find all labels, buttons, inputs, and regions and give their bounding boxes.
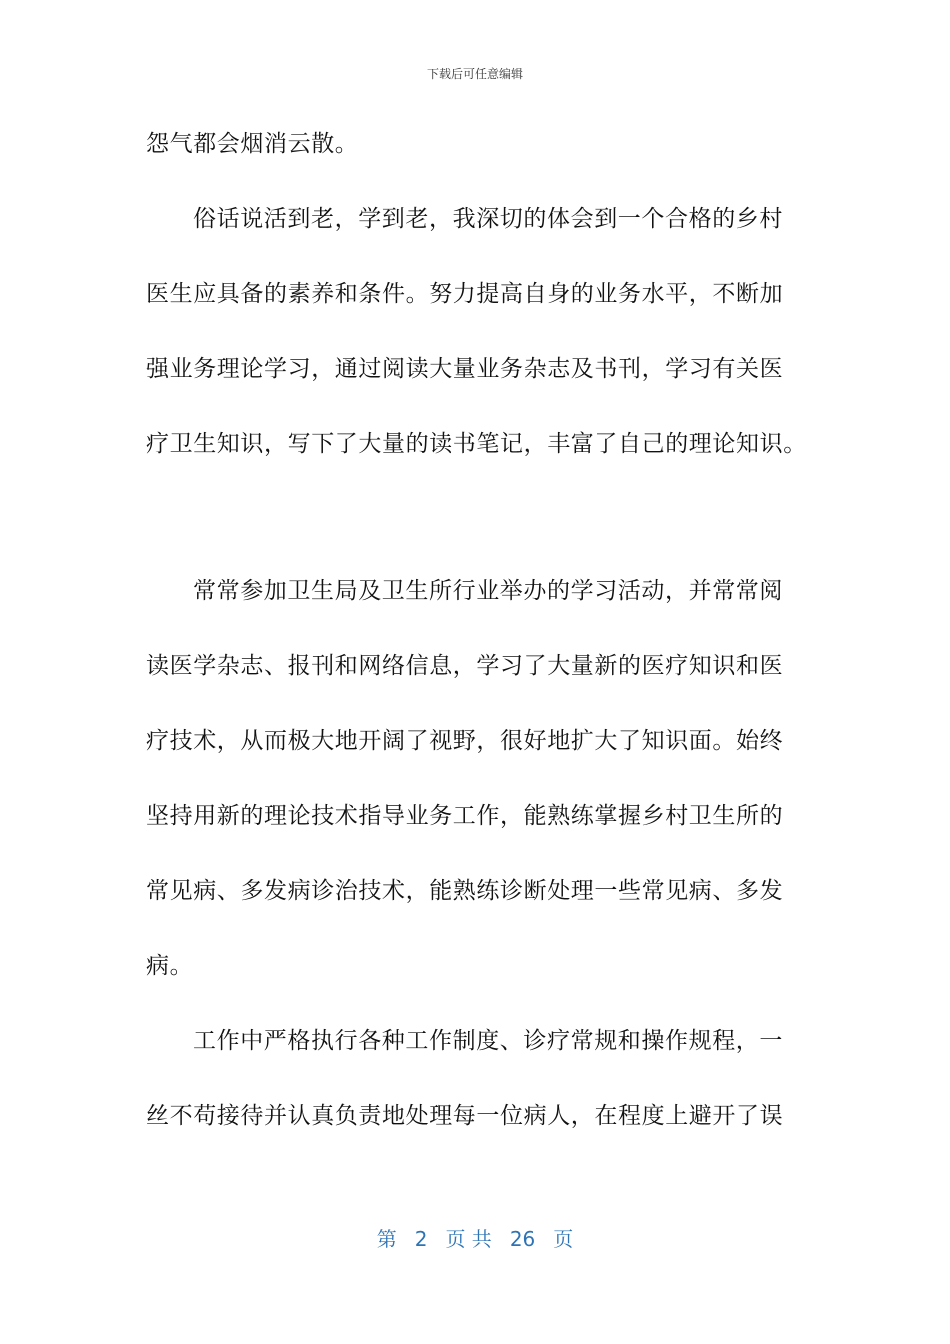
document-body — [146, 124, 806, 1171]
text-line: 读医学杂志、报刊和网络信息，学习了大量新的医疗知识和医 — [146, 653, 784, 679]
current-page-number: 2 — [414, 1227, 428, 1251]
text-line: 常见病、多发病诊治技术，能熟练诊断处理一些常见病、多发 — [146, 878, 784, 904]
paragraph-3 — [146, 571, 806, 1021]
paragraph-2 — [146, 199, 806, 499]
paragraph-1 — [146, 124, 806, 199]
text-line: 丝不苟接待并认真负责地处理每一位病人，在程度上避开了误 — [146, 1103, 784, 1129]
text-line: 疗卫生知识，写下了大量的读书笔记，丰富了自己的理论知识。 — [146, 431, 807, 457]
text-line: 坚持用新的理论技术指导业务工作，能熟练掌握乡村卫生所的 — [146, 803, 784, 829]
page-header: 下载后可任意编辑 — [426, 67, 523, 81]
paragraph-spacer — [146, 499, 806, 571]
page-label-prefix: 第 — [376, 1227, 397, 1251]
text-line: 病。 — [146, 953, 194, 979]
page-label-middle: 页 共 — [445, 1227, 492, 1251]
paragraph-4 — [146, 1021, 806, 1171]
page-footer — [0, 1224, 950, 1254]
total-page-count: 26 — [509, 1227, 536, 1251]
text-line: 疗技术，从而极大地开阔了视野，很好地扩大了知识面。始终 — [146, 728, 784, 754]
text-line: 怨气都会烟消云散。 — [146, 131, 359, 157]
page-label-suffix: 页 — [553, 1227, 574, 1251]
text-line: 常常参加卫生局及卫生所行业举办的学习活动，并常常阅 — [193, 578, 783, 604]
text-line: 俗话说活到老，学到老，我深切的体会到一个合格的乡村 — [193, 206, 783, 232]
text-line: 工作中严格执行各种工作制度、诊疗常规和操作规程，一 — [193, 1028, 783, 1054]
text-line: 医生应具备的素养和条件。努力提高自身的业务水平，不断加 — [146, 281, 784, 307]
text-line: 强业务理论学习，通过阅读大量业务杂志及书刊，学习有关医 — [146, 356, 784, 382]
